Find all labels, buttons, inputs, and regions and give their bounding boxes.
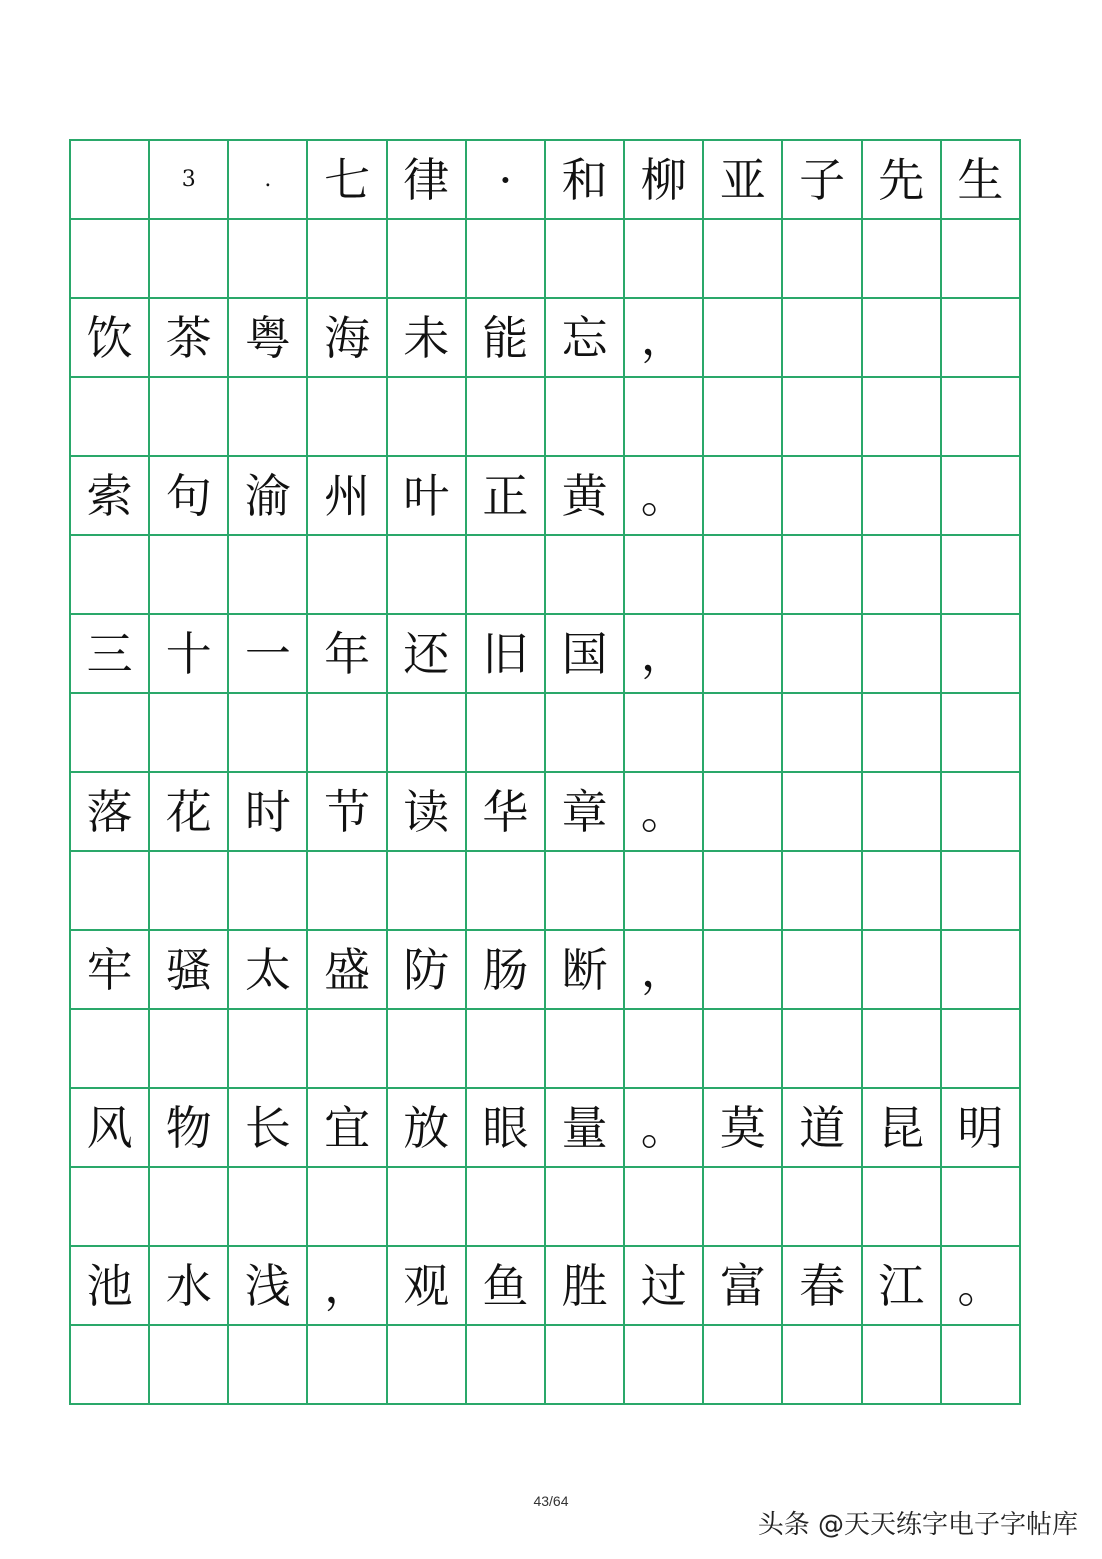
grid-cell-character: 州 [308, 457, 387, 536]
grid-cell-empty [308, 852, 387, 931]
grid-cell-character: 华 [467, 773, 546, 852]
grid-cell-empty [546, 1010, 625, 1089]
grid-cell-empty [150, 378, 229, 457]
grid-cell-character: 过 [625, 1247, 704, 1326]
grid-cell-empty [942, 457, 1021, 536]
grid-cell-character: 量 [546, 1089, 625, 1168]
grid-cell-empty [783, 536, 862, 615]
grid-cell-character: 七 [308, 141, 387, 220]
grid-cell-character: . [229, 141, 308, 220]
grid-cell-empty [942, 852, 1021, 931]
grid-cell-empty [942, 536, 1021, 615]
grid-cell-character: 风 [71, 1089, 150, 1168]
grid-cell-character: 国 [546, 615, 625, 694]
grid-cell-character: 能 [467, 299, 546, 378]
grid-cell-character: 落 [71, 773, 150, 852]
grid-cell-empty [467, 1168, 546, 1247]
grid-cell-empty [467, 1010, 546, 1089]
grid-cell-empty [863, 299, 942, 378]
grid-cell-character: 牢 [71, 931, 150, 1010]
watermark: 头条 @天天练字电子字帖库 [757, 1510, 1078, 1540]
grid-cell-character: 正 [467, 457, 546, 536]
grid-cell-empty [229, 378, 308, 457]
grid-cell-character: 观 [388, 1247, 467, 1326]
grid-cell-character: 花 [150, 773, 229, 852]
grid-cell-empty [704, 694, 783, 773]
grid-cell-empty [308, 536, 387, 615]
grid-cell-character: ， [625, 615, 704, 694]
grid-cell-character: 渝 [229, 457, 308, 536]
grid-cell-empty [229, 536, 308, 615]
grid-cell-empty [546, 852, 625, 931]
grid-cell-empty [625, 1168, 704, 1247]
grid-cell-empty [783, 852, 862, 931]
grid-cell-empty [150, 1326, 229, 1405]
grid-cell-empty [704, 378, 783, 457]
grid-cell-empty [863, 694, 942, 773]
grid-cell-character: 明 [942, 1089, 1021, 1168]
grid-cell-character: 昆 [863, 1089, 942, 1168]
grid-cell-character: 富 [704, 1247, 783, 1326]
grid-cell-character: 太 [229, 931, 308, 1010]
grid-cell-empty [308, 378, 387, 457]
grid-cell-empty [863, 852, 942, 931]
grid-cell-empty [150, 694, 229, 773]
grid-cell-empty [704, 852, 783, 931]
grid-cell-empty [546, 1326, 625, 1405]
grid-cell-empty [942, 220, 1021, 299]
grid-cell-empty [467, 220, 546, 299]
grid-cell-character: 道 [783, 1089, 862, 1168]
grid-cell-empty [71, 1326, 150, 1405]
grid-cell-character: 胜 [546, 1247, 625, 1326]
grid-cell-character: 。 [942, 1247, 1021, 1326]
grid-cell-empty [546, 378, 625, 457]
grid-cell-empty [467, 852, 546, 931]
grid-cell-empty [704, 299, 783, 378]
grid-cell-empty [863, 1168, 942, 1247]
grid-cell-empty [388, 1326, 467, 1405]
grid-cell-empty [704, 1326, 783, 1405]
grid-cell-empty [150, 1010, 229, 1089]
grid-cell-empty [467, 378, 546, 457]
grid-cell-character: 十 [150, 615, 229, 694]
grid-cell-empty [783, 457, 862, 536]
grid-cell-character: 浅 [229, 1247, 308, 1326]
grid-cell-character: 江 [863, 1247, 942, 1326]
grid-cell-character: 三 [71, 615, 150, 694]
grid-cell-character: 旧 [467, 615, 546, 694]
grid-cell-empty [863, 378, 942, 457]
grid-cell-empty [546, 694, 625, 773]
grid-cell-character: 叶 [388, 457, 467, 536]
grid-cell-empty [863, 1326, 942, 1405]
grid-cell-character: 断 [546, 931, 625, 1010]
grid-cell-empty [863, 931, 942, 1010]
grid-cell-empty [783, 1326, 862, 1405]
grid-cell-character: 还 [388, 615, 467, 694]
grid-cell-empty [229, 852, 308, 931]
grid-cell-empty [863, 536, 942, 615]
grid-cell-character: 一 [229, 615, 308, 694]
grid-cell-empty [71, 694, 150, 773]
grid-cell-empty [625, 852, 704, 931]
grid-cell-character: 池 [71, 1247, 150, 1326]
grid-cell-empty [783, 615, 862, 694]
grid-cell-empty [150, 852, 229, 931]
grid-cell-character: 子 [783, 141, 862, 220]
grid-cell-empty [942, 694, 1021, 773]
grid-cell-empty [863, 220, 942, 299]
grid-cell-empty [546, 220, 625, 299]
grid-cell-empty [783, 931, 862, 1010]
grid-cell-empty [71, 536, 150, 615]
grid-cell-empty [625, 694, 704, 773]
grid-cell-character: 肠 [467, 931, 546, 1010]
grid-cell-empty [625, 378, 704, 457]
grid-cell-character: 索 [71, 457, 150, 536]
grid-cell-empty [863, 773, 942, 852]
grid-cell-empty [388, 694, 467, 773]
grid-cell-empty [704, 457, 783, 536]
grid-cell-character: 宜 [308, 1089, 387, 1168]
grid-cell-empty [704, 615, 783, 694]
grid-cell-character: 放 [388, 1089, 467, 1168]
grid-cell-empty [942, 1326, 1021, 1405]
grid-cell-empty [388, 220, 467, 299]
grid-cell-character: ， [625, 931, 704, 1010]
grid-cell-character: 海 [308, 299, 387, 378]
grid-cell-character: 骚 [150, 931, 229, 1010]
grid-cell-empty [704, 536, 783, 615]
grid-cell-character: ， [625, 299, 704, 378]
grid-cell-empty [942, 1168, 1021, 1247]
grid-cell-empty [150, 220, 229, 299]
grid-cell-empty [308, 1010, 387, 1089]
grid-cell-empty [150, 536, 229, 615]
grid-cell-empty [546, 1168, 625, 1247]
grid-cell-empty [863, 457, 942, 536]
grid-cell-character: 章 [546, 773, 625, 852]
grid-cell-empty [467, 536, 546, 615]
page-number: 43/64 [533, 1493, 569, 1509]
grid-cell-character: ， [308, 1247, 387, 1326]
grid-cell-empty [942, 378, 1021, 457]
grid-cell-empty [546, 536, 625, 615]
grid-cell-empty [388, 1010, 467, 1089]
grid-cell-empty [71, 378, 150, 457]
grid-cell-empty [942, 931, 1021, 1010]
grid-cell-character: 春 [783, 1247, 862, 1326]
grid-cell-empty [71, 1010, 150, 1089]
grid-cell-empty [942, 299, 1021, 378]
grid-cell-empty [783, 378, 862, 457]
grid-cell-empty [388, 536, 467, 615]
grid-cell-empty [625, 1010, 704, 1089]
grid-cell-character: 读 [388, 773, 467, 852]
grid-cell-empty [229, 220, 308, 299]
grid-cell-character: 鱼 [467, 1247, 546, 1326]
grid-cell-empty [942, 615, 1021, 694]
grid-cell-character: 粤 [229, 299, 308, 378]
grid-cell-character: 防 [388, 931, 467, 1010]
grid-cell-empty [783, 220, 862, 299]
grid-cell-character: 未 [388, 299, 467, 378]
grid-cell-empty [783, 1010, 862, 1089]
grid-cell-empty [71, 220, 150, 299]
grid-cell-empty [783, 694, 862, 773]
grid-cell-character: 3 [150, 141, 229, 220]
grid-cell-empty [863, 615, 942, 694]
grid-cell-empty [388, 1168, 467, 1247]
grid-cell-character: 盛 [308, 931, 387, 1010]
grid-cell-empty [229, 1010, 308, 1089]
grid-cell-character: 生 [942, 141, 1021, 220]
grid-cell-empty [308, 220, 387, 299]
grid-cell-empty [625, 220, 704, 299]
grid-cell-character: 柳 [625, 141, 704, 220]
grid-cell-character: 时 [229, 773, 308, 852]
grid-cell-empty [942, 773, 1021, 852]
grid-cell-empty [388, 378, 467, 457]
grid-cell-character: 先 [863, 141, 942, 220]
grid-cell-character: 。 [625, 773, 704, 852]
grid-cell-character: 长 [229, 1089, 308, 1168]
grid-cell-empty [625, 1326, 704, 1405]
grid-cell-character: 和 [546, 141, 625, 220]
grid-cell-character: · [467, 141, 546, 220]
grid-cell-empty [467, 1326, 546, 1405]
grid-cell-character: 节 [308, 773, 387, 852]
writing-grid [69, 139, 1021, 1405]
grid-cell-empty [704, 1168, 783, 1247]
grid-cell-character: 亚 [704, 141, 783, 220]
grid-cell-empty [704, 1010, 783, 1089]
grid-cell-character: 水 [150, 1247, 229, 1326]
grid-cell-empty [783, 299, 862, 378]
grid-cell-character: 茶 [150, 299, 229, 378]
grid-cell-character: 莫 [704, 1089, 783, 1168]
grid-cell-character: 句 [150, 457, 229, 536]
grid-cell-empty [71, 1168, 150, 1247]
grid-cell-empty [625, 536, 704, 615]
grid-cell-empty [150, 1168, 229, 1247]
grid-cell-empty [71, 852, 150, 931]
grid-cell-character: 眼 [467, 1089, 546, 1168]
grid-cell-character: 忘 [546, 299, 625, 378]
grid-cell-character: 律 [388, 141, 467, 220]
grid-cell-character: 物 [150, 1089, 229, 1168]
grid-cell-empty [308, 1168, 387, 1247]
grid-cell-character: 饮 [71, 299, 150, 378]
grid-cell-character: 年 [308, 615, 387, 694]
grid-cell-empty [229, 1326, 308, 1405]
grid-cell-character: 黄 [546, 457, 625, 536]
grid-cell-empty [704, 220, 783, 299]
grid-cell-character: 。 [625, 457, 704, 536]
grid-cell-empty [704, 931, 783, 1010]
grid-cell-empty [308, 694, 387, 773]
grid-cell-empty [704, 773, 783, 852]
grid-cell-empty [942, 1010, 1021, 1089]
grid-cell-empty [229, 1168, 308, 1247]
grid-cell-empty [467, 694, 546, 773]
grid-cell-character: 。 [625, 1089, 704, 1168]
grid-cell-empty [388, 852, 467, 931]
grid-cell-empty [308, 1326, 387, 1405]
grid-cell-empty [71, 141, 150, 220]
grid-cell-empty [783, 1168, 862, 1247]
grid-cell-empty [783, 773, 862, 852]
grid-cell-empty [863, 1010, 942, 1089]
grid-cell-empty [229, 694, 308, 773]
